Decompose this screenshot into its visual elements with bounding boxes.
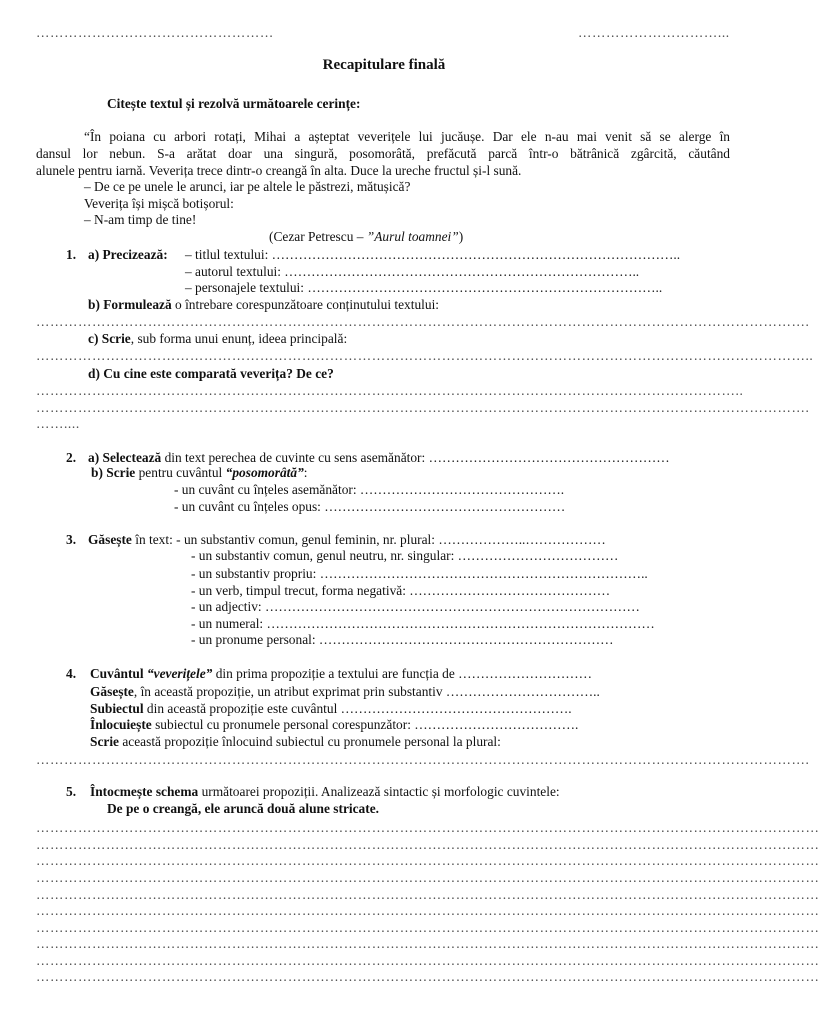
- passage-line-5: Veverița își mișcă botișorul:: [84, 196, 234, 211]
- q5-answer-line: ……………………………………………………………………………………………………………………………………………………: [36, 953, 819, 968]
- q3-item-verb: - un verb, timpul trecut, forma negativă: ………………………………………: [191, 583, 611, 598]
- q2b-prompt: b) Scrie pentru cuvântul “posomorâtă”:: [91, 465, 308, 480]
- q1d-answer-line-1: ……………………………………………………………………………………………………………………………………..: [36, 383, 744, 398]
- q1b-answer-line: ………………………………………………………………………………………………………………………………………………….: [36, 314, 810, 329]
- passage-line-4: – De ce pe unele le arunci, iar pe altele le păstrezi, mătușică?: [84, 179, 411, 194]
- q1d-answer-line-2: ………………………………………………………………………………………………………………………………………………….: [36, 400, 810, 415]
- q2b-word: “posomorâtă”: [225, 465, 304, 480]
- q4-line-1: Cuvântul “veverițele” din prima propoziție a textului are funcția de …………………………: [90, 666, 593, 681]
- q4-number: 4.: [66, 666, 77, 681]
- q1c-answer-line: …………………………………………………………………………………………………………………………………………………..: [36, 348, 814, 363]
- q1a-item-characters: – personajele textului: ……………………………………………………………………..: [185, 280, 663, 295]
- q3-item-proper-noun: - un substantiv propriu: ………………………………………………………………..: [191, 566, 648, 581]
- q5-prompt: Întocmește schema următoarei propoziții. Analizează sintactic și morfologic cuvintele:: [90, 784, 560, 799]
- q5-number: 5.: [66, 784, 77, 799]
- q5-answer-line: ……………………………………………………………………………………………………………………………………………………: [36, 853, 819, 868]
- source-citation: (Cezar Petrescu – ”Aurul toamnei”): [269, 229, 464, 244]
- q2b-item-synonym: - un cuvânt cu înțeles asemănător: ……………………………………….: [174, 482, 565, 497]
- q1d-prompt: d) Cu cine este comparată veverița? De ce?: [88, 366, 334, 381]
- q5-answer-line: ……………………………………………………………………………………………………………………………………………………: [36, 969, 819, 984]
- page-title: Recapitulare finală: [322, 57, 446, 73]
- q4-word: “veverițele”: [146, 666, 213, 681]
- q5-sentence: De pe o creangă, ele aruncă două alune stricate.: [107, 801, 379, 816]
- q5-answer-line: ……………………………………………………………………………………………………………………………………………………: [36, 936, 819, 951]
- q3-number: 3.: [66, 532, 77, 547]
- q1d-answer-line-3: ……....: [36, 416, 80, 431]
- q4-line-3: Subiectul din această propoziție este cuvântul …………………………………………….: [90, 701, 572, 716]
- q3-item-adjective: - un adjectiv: …………………………………………………………………………: [191, 599, 640, 614]
- instruction: Citește textul și rezolvă următoarele cerințe:: [107, 96, 361, 111]
- q1a-item-author: – autorul textului: ……………………………………………………………………..: [185, 264, 640, 279]
- source-title: ”Aurul toamnei”: [366, 229, 459, 244]
- q1-number: 1.: [66, 247, 77, 262]
- q3-prompt: Găsește în text: - un substantiv comun, genul feminin, nr. plural: ………………..………………: [88, 532, 606, 547]
- q5-answer-line: ……………………………………………………………………………………………………………………………………………………: [36, 837, 819, 852]
- q1b-prompt: b) Formulează o întrebare corespunzătoare conținutului textului:: [88, 297, 440, 312]
- q4-line-5: Scrie această propoziție înlocuind subiectul cu pronumele personal la plural:: [90, 734, 501, 749]
- header-left-dots: ……………………………………………: [36, 25, 274, 40]
- q5-answer-line: ……………………………………………………………………………………………………………………………………………………: [36, 820, 819, 835]
- q4-line-4: Înlocuiește subiectul cu pronumele personal corespunzător: ……………………………….: [90, 717, 579, 732]
- q4-line-2: Găsește, în această propoziție, un atribut exprimat prin substantiv ……………………………..: [90, 684, 600, 699]
- q1a-item-title: – titlul textului: ………………………………………………………………………………..: [185, 247, 681, 262]
- header-right-dots: …………………………...: [578, 25, 730, 40]
- q5-answer-line: ……………………………………………………………………………………………………………………………………………………: [36, 920, 819, 935]
- q3-item-pronoun: - un pronume personal: …………………………………………………………: [191, 632, 614, 647]
- passage-line-2: dansul lor nebun. S-a arătat doar una singură, posomorâtă, prefăcută parcă într-o bătrânică zgârcită, căutând: [36, 146, 730, 161]
- q5-answer-line: ……………………………………………………………………………………………………………………………………………………: [36, 903, 819, 918]
- q5-answer-line: ……………………………………………………………………………………………………………………………………………………: [36, 870, 819, 885]
- passage-line-3: alunele pentru iarnă. Veverița trece dintr-o creangă în alta. Duce la ureche fructul și-l sună.: [36, 163, 522, 178]
- q3-item-neuter-noun: - un substantiv comun, genul neutru, nr. singular: ………………………………: [191, 548, 619, 563]
- q3-item-numeral: - un numeral: ……………………………………………………………………………: [191, 616, 655, 631]
- q4-answer-line: ………………………………………………………………………………………………………………………………………………….: [36, 752, 810, 767]
- q1c-prompt: c) Scrie, sub forma unui enunț, ideea principală:: [88, 331, 348, 346]
- q2a-prompt: a) Selectează din text perechea de cuvinte cu sens asemănător: ………………………………………………: [88, 450, 670, 465]
- q5-answer-line: ……………………………………………………………………………………………………………………………………………………: [36, 887, 819, 902]
- q1a-label: a) Precizează:: [88, 247, 168, 262]
- q2-number: 2.: [66, 450, 77, 465]
- q2b-item-antonym: - un cuvânt cu înțeles opus: ………………………………………………: [174, 499, 566, 514]
- passage-line-6: – N-am timp de tine!: [84, 212, 197, 227]
- passage-line-1: “În poiana cu arbori rotați, Mihai a așteptat veverițele lui jucăușe. Dar ele n-au mai venit să se alerge în: [84, 129, 730, 144]
